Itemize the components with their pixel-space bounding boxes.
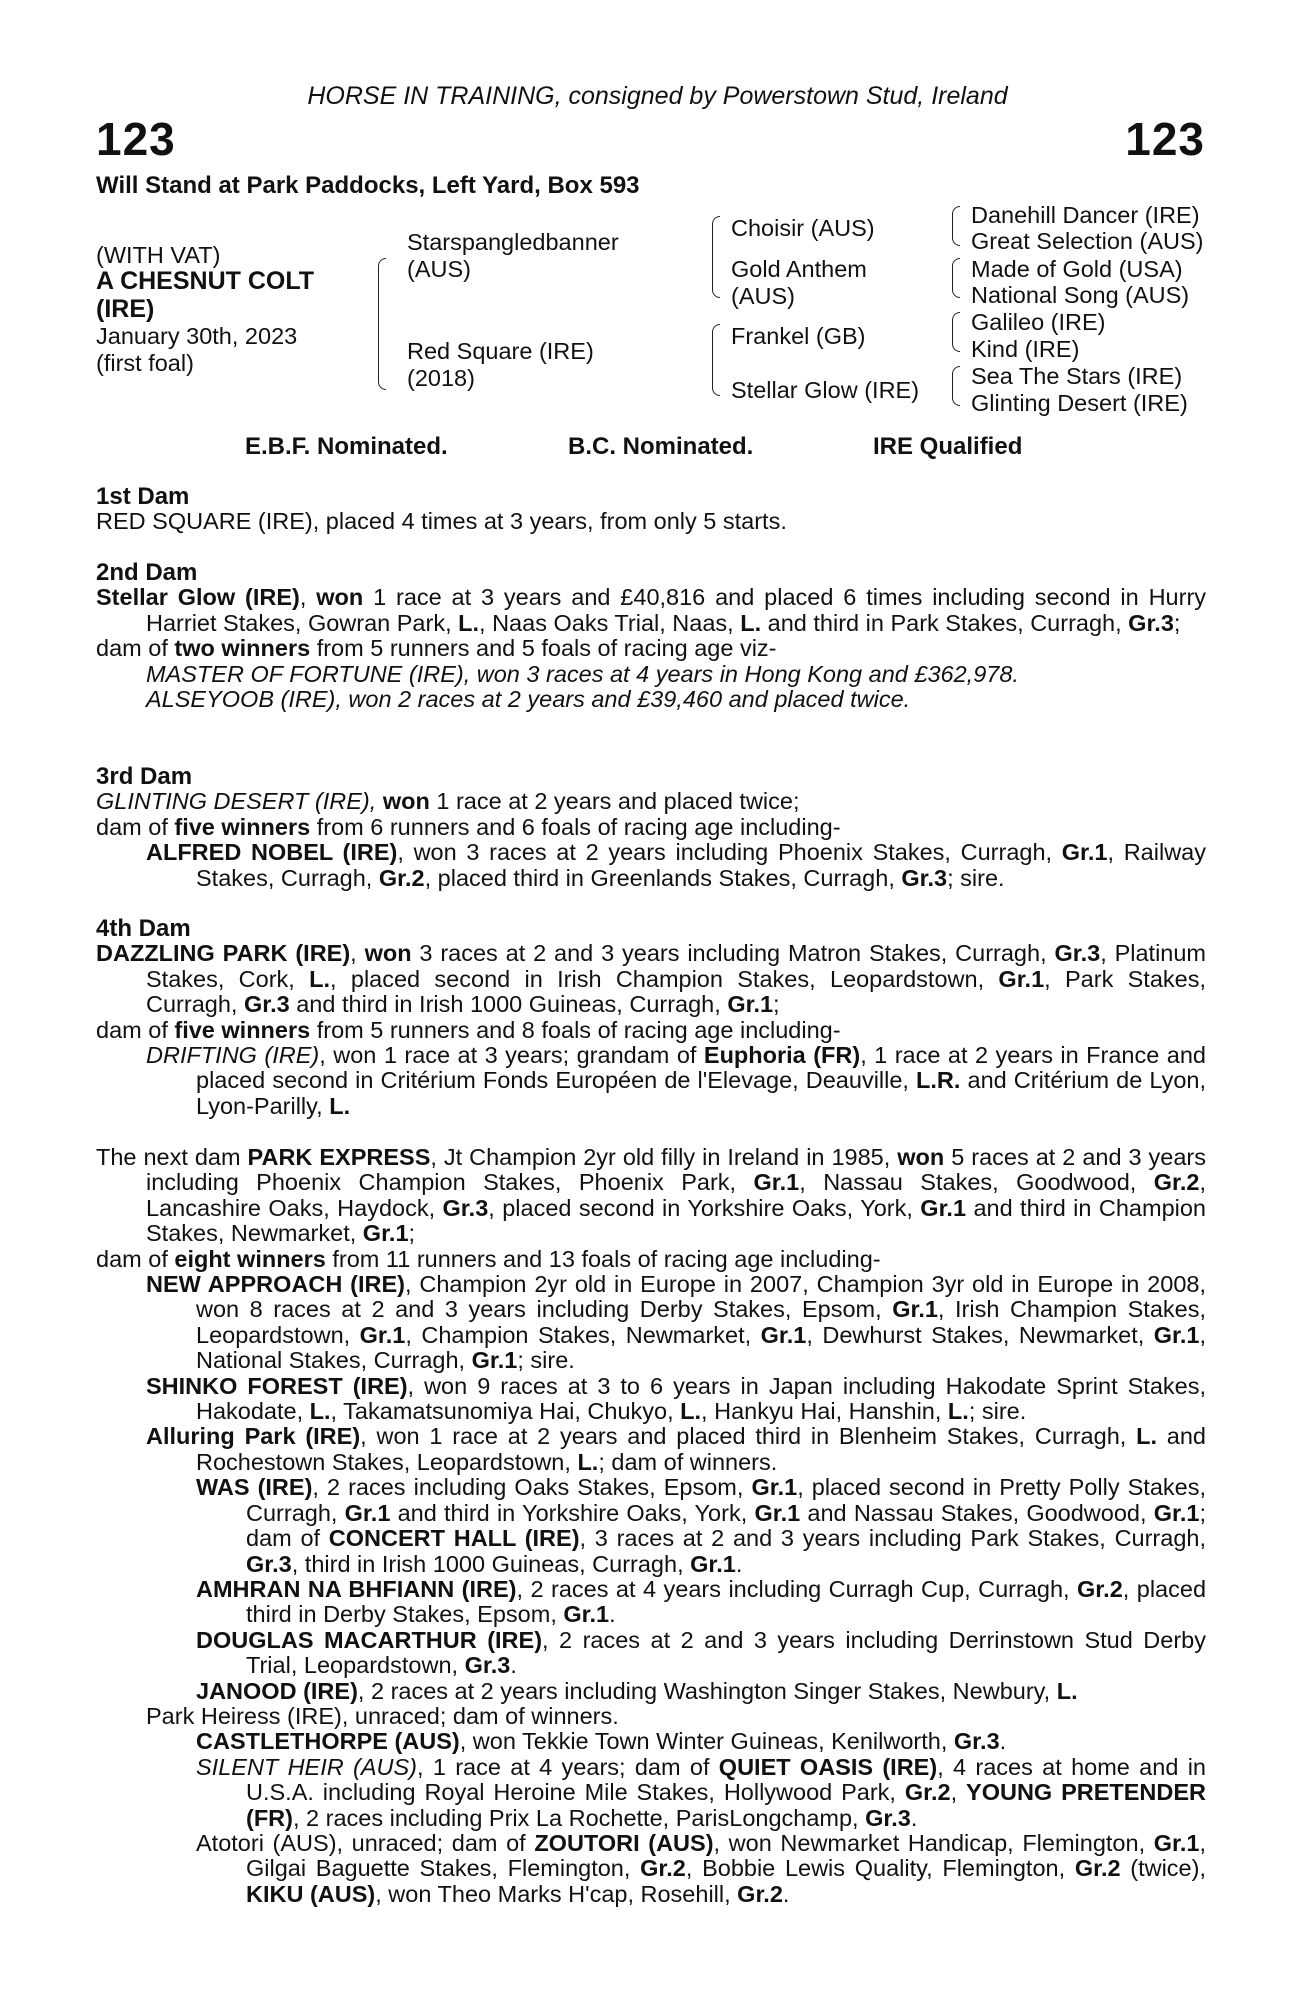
bc-nomination: B.C. Nominated.: [568, 433, 754, 460]
record-text: dam of: [96, 813, 175, 840]
stand-location: Will Stand at Park Paddocks, Left Yard, Box 593: [96, 172, 640, 199]
fourth-dam-record: DAZZLING PARK (IRE), won 3 races at 2 and 3 years including Matron Stakes, Curragh, Gr.3, Platinum Stakes, Cork, L., placed second in Irish Champion Stakes, Leopardstown, Gr.1, Park Stakes, Curragh, Gr.3 and third in Irish 1000 Guineas, Curragh, Gr.1;: [96, 940, 1206, 1018]
produce-item-alluring-park: [96, 1424, 1206, 1475]
record-text: .: [782, 1880, 790, 1907]
record-text: , 2 races including Prix La Rochette, ParisLongchamp,: [292, 1804, 866, 1831]
pedigree-ddd: Glinting Desert (IRE): [971, 390, 1188, 416]
produce-name: CONCERT HALL (IRE): [328, 1525, 580, 1552]
record-text: from 6 runners and 6 foals of racing age including-: [310, 813, 841, 840]
record-text: , Gilgai Baguette Stakes, Flemington,: [246, 1829, 1206, 1882]
second-dam-section: [96, 560, 1206, 712]
record-text: , won Newmarket Handicap, Flemington,: [713, 1829, 1154, 1856]
pedigree-sire-dam-country: (AUS): [731, 283, 795, 309]
record-text: , Takamatsunomiya Hai, Chukyo,: [330, 1398, 681, 1425]
grade-label: L.: [458, 609, 480, 636]
record-text: 1 race at 2 years and placed twice;: [429, 788, 800, 815]
record-text: and third in Park Stakes, Curragh,: [761, 609, 1129, 636]
record-text: , Platinum Stakes, Cork,: [146, 940, 1206, 992]
next-dam-record: [96, 1145, 1206, 1247]
record-text: .: [999, 1728, 1007, 1755]
record-text: , won 1 race at 3 years; grandam of: [319, 1042, 704, 1069]
record-text: , National Stakes, Curragh,: [196, 1321, 1207, 1374]
produce-name: SILENT HEIR (AUS): [196, 1753, 418, 1780]
pedigree-dss: Galileo (IRE): [971, 309, 1106, 335]
produce-item-amhran-na-bhfiann: [96, 1577, 1206, 1628]
record-text: , 1 race at 4 years; dam of: [417, 1753, 719, 1780]
third-dam-produce-summary: [96, 815, 1206, 840]
produce-name: QUIET OASIS (IRE): [718, 1753, 938, 1780]
lot-number-right: 123: [1125, 113, 1205, 165]
produce-item: [96, 840, 1206, 891]
produce-name: KIKU (AUS): [246, 1880, 376, 1907]
record-text: and third in Champion Stakes, Newmarket,: [146, 1194, 1206, 1247]
record-text: ,: [950, 1779, 967, 1806]
pedigree-ssd: Great Selection (AUS): [971, 228, 1204, 254]
pedigree-brace-4: [952, 366, 960, 406]
grade-label: Gr.3: [1128, 609, 1174, 636]
foaling-date: January 30th, 2023: [96, 323, 298, 349]
record-text: ; dam of winners.: [598, 1448, 778, 1475]
grade-label: Gr.1: [760, 1321, 807, 1348]
record-text: from 5 runners and 5 foals of racing age viz-: [310, 635, 777, 662]
produce-item-park-heiress: Park Heiress (IRE), unraced; dam of winners.: [146, 1702, 619, 1729]
grade-label: L.: [947, 1398, 969, 1425]
pedigree-brace-sire: [712, 216, 720, 298]
record-text: , won 9 races at 3 to 6 years in Japan including Hakodate Sprint Stakes, Hakodate,: [196, 1372, 1206, 1425]
pedigree-dsd: Kind (IRE): [971, 336, 1080, 362]
third-dam-record: [96, 789, 1206, 814]
grade-label: L.: [577, 1448, 599, 1475]
pedigree-sire: Starspangledbanner: [407, 229, 619, 255]
produce-name: NEW APPROACH (IRE): [146, 1271, 405, 1298]
won-label: won: [897, 1144, 945, 1170]
grade-label: Gr.3: [442, 1194, 489, 1221]
record-text: from 5 runners and 8 foals of racing age including-: [310, 1016, 841, 1043]
grade-label: Gr.2: [378, 864, 425, 891]
dam-name: PARK EXPRESS: [247, 1144, 431, 1170]
produce-name: ZOUTORI (AUS): [534, 1829, 714, 1856]
produce-name: WAS (IRE): [196, 1474, 313, 1501]
grade-label: Gr.2: [1074, 1855, 1121, 1882]
produce-item-was: [96, 1475, 1206, 1577]
record-text: , Lancashire Oaks, Haydock,: [146, 1169, 1206, 1221]
produce-name: AMHRAN NA BHFIANN (IRE): [196, 1575, 517, 1602]
record-text: , placed second in Yorkshire Oaks, York,: [488, 1194, 921, 1221]
record-text: , 3 races at 2 and 3 years including Park Stakes, Curragh,: [579, 1525, 1206, 1552]
produce-name: SHINKO FOREST (IRE): [146, 1372, 408, 1399]
produce-name: Alluring Park (IRE): [146, 1423, 361, 1450]
horse-name: A CHESNUT COLT: [96, 267, 315, 295]
grade-label: Gr.3: [865, 1804, 911, 1831]
produce-item-silent-heir: [96, 1755, 1206, 1831]
record-text: and Critérium de Lyon, Lyon-Parilly,: [196, 1067, 1206, 1119]
record-text: ;: [773, 991, 780, 1018]
grade-label: L.: [1136, 1423, 1157, 1450]
record-text: , Railway Stakes, Curragh,: [196, 839, 1206, 891]
first-dam-text: RED SQUARE (IRE), placed 4 times at 3 years, from only 5 starts.: [96, 508, 787, 535]
record-text: (twice),: [1120, 1855, 1206, 1882]
produce-item: [96, 1043, 1206, 1119]
record-text: dam of: [96, 635, 175, 662]
grade-label: Gr.3: [1054, 940, 1101, 967]
produce-item-new-approach: [96, 1272, 1206, 1374]
grade-label: Gr.2: [904, 1779, 951, 1806]
record-text: , 2 races at 2 and 3 years including Derrinstown Stud Derby Trial, Leopardstown,: [246, 1626, 1206, 1679]
grade-label: Gr.1: [471, 1347, 518, 1374]
pedigree-brace-2: [952, 258, 960, 298]
grade-label: Gr.1: [563, 1601, 610, 1628]
grade-label: Gr.1: [690, 1550, 736, 1577]
record-text: , Hankyu Hai, Hanshin,: [701, 1398, 948, 1425]
pedigree-sdd: National Song (AUS): [971, 282, 1190, 308]
record-text: ; sire.: [517, 1347, 575, 1374]
record-text: ; sire.: [968, 1398, 1027, 1425]
record-text: ;: [408, 1220, 416, 1247]
grade-label: Gr.3: [464, 1652, 511, 1679]
produce-item-douglas-macarthur: [96, 1628, 1206, 1679]
record-text: .: [510, 1652, 517, 1679]
grade-label: Gr.3: [901, 864, 948, 891]
pedigree-sss: Danehill Dancer (IRE): [971, 202, 1200, 228]
grade-label: Gr.2: [640, 1855, 686, 1882]
record-text: 3 races at 2 and 3 years including Matron Stakes, Curragh,: [411, 940, 1055, 967]
record-text: , Champion 2yr old in Europe in 2007, Champion 3yr old in Europe in 2008, won 8 races at 2 and 3 years including Derby Stakes, Epsom,: [196, 1271, 1206, 1323]
record-text: 5 races at 2 and 3 years including Phoenix Champion Stakes, Phoenix Park,: [146, 1144, 1207, 1196]
produce-item-castlethorpe: [96, 1729, 1206, 1754]
consignment-line: HORSE IN TRAINING, consigned by Powerstown Stud, Ireland: [307, 82, 1008, 110]
produce-name: DOUGLAS MACARTHUR (IRE): [196, 1626, 543, 1653]
produce-name: CASTLETHORPE (AUS): [196, 1728, 460, 1755]
grade-label: L.: [329, 1092, 351, 1119]
produce-name: Euphoria (FR): [703, 1042, 861, 1069]
record-text: and third in Yorkshire Oaks, York,: [390, 1499, 755, 1526]
pedigree-brace-dam: [712, 324, 720, 396]
pedigree-brace-main: [378, 258, 386, 390]
foal-note: (first foal): [96, 350, 194, 376]
produce-item-shinko-forest: [96, 1374, 1206, 1425]
record-text: from 11 runners and 13 foals of racing age including-: [325, 1245, 881, 1272]
pedigree-sire-sire: Choisir (AUS): [731, 215, 875, 241]
record-text: , won Tekkie Town Winter Guineas, Kenilworth,: [459, 1728, 954, 1755]
record-text: , 2 races at 4 years including Curragh Cup, Curragh,: [516, 1575, 1078, 1602]
grade-label: Gr.3: [246, 1550, 292, 1577]
record-text: , 2 races at 2 years including Washington Singer Stakes, Newbury,: [357, 1677, 1057, 1704]
record-text: , third in Irish 1000 Guineas, Curragh,: [291, 1550, 691, 1577]
horse-name-suffix: (IRE): [96, 295, 155, 323]
grade-label: Gr.2: [737, 1880, 783, 1907]
produce-item-janood: [96, 1679, 1206, 1704]
winners-count: five winners: [174, 1016, 311, 1043]
record-text: , placed third in Greenlands Stakes, Curragh,: [424, 864, 902, 891]
produce-name: JANOOD (IRE): [196, 1677, 358, 1704]
grade-label: Gr.1: [1153, 1321, 1200, 1348]
record-text: .: [735, 1550, 743, 1577]
record-text: , Jt Champion 2yr old filly in Ireland in 1985,: [430, 1144, 898, 1170]
grade-label: Gr.1: [1061, 839, 1108, 866]
won-label: won: [364, 940, 412, 967]
grade-label: Gr.1: [344, 1499, 391, 1526]
record-text: , Champion Stakes, Newmarket,: [405, 1321, 761, 1348]
record-text: 1 race at 3 years and £40,816 and placed 6 times including second in Hurry Harriet Stakes, Gowran Park,: [146, 584, 1207, 636]
dam-name: DAZZLING PARK (IRE): [96, 940, 351, 967]
record-text: , Dewhurst Stakes, Newmarket,: [806, 1321, 1154, 1348]
grade-label: Gr.1: [751, 1474, 798, 1501]
won-label: won: [382, 788, 430, 815]
produce-item-atotori: [96, 1831, 1206, 1907]
grade-label: L.: [680, 1398, 702, 1425]
grade-label: L.: [309, 1398, 331, 1425]
produce-name: YOUNG PRETENDER (FR): [246, 1779, 1207, 1831]
grade-label: Gr.2: [1077, 1575, 1123, 1602]
record-text: .: [910, 1804, 918, 1831]
grade-label: Gr.1: [362, 1220, 409, 1247]
record-text: , 2 races including Oaks Stakes, Epsom,: [312, 1474, 752, 1501]
fourth-dam-section: [96, 916, 1206, 1119]
grade-label: Gr.1: [998, 965, 1045, 992]
grade-label: L.: [309, 965, 331, 992]
pedigree-dam: Red Square (IRE): [407, 338, 594, 364]
fourth-dam-produce-summary: [96, 1018, 1206, 1043]
dam-name: GLINTING DESERT (IRE),: [96, 788, 383, 815]
winners-count: eight winners: [174, 1245, 326, 1272]
first-dam-heading: 1st Dam: [96, 483, 190, 510]
pedigree-dds: Sea The Stars (IRE): [971, 363, 1183, 389]
produce-name: DRIFTING (IRE): [146, 1042, 320, 1069]
vat-note: (WITH VAT): [96, 242, 221, 268]
record-text: , Nassau Stakes, Goodwood,: [799, 1169, 1154, 1196]
grade-label: L.: [740, 609, 762, 636]
record-text: dam of: [96, 1016, 175, 1043]
record-text: The next dam: [96, 1144, 248, 1170]
grade-label: Gr.1: [359, 1321, 406, 1348]
pedigree-sds: Made of Gold (USA): [971, 256, 1183, 282]
record-text: , placed second in Irish Champion Stakes, Leopardstown,: [330, 965, 999, 992]
grade-label: Gr.2: [1153, 1169, 1200, 1196]
lot-number-left: 123: [96, 113, 176, 165]
winners-count: five winners: [174, 813, 311, 840]
grade-label: L.R.: [916, 1067, 961, 1094]
record-text: , won Theo Marks H'cap, Rosehill,: [375, 1880, 738, 1907]
record-text: .: [609, 1601, 616, 1628]
grade-label: L.: [1056, 1677, 1078, 1704]
record-text: and Rochestown Stakes, Leopardstown,: [196, 1423, 1206, 1475]
pedigree-sire-country: (AUS): [407, 256, 471, 282]
grade-label: Gr.1: [727, 991, 774, 1018]
dam-name: Stellar Glow (IRE): [96, 584, 300, 611]
pedigree-dam-sire: Frankel (GB): [731, 323, 866, 349]
record-text: and third in Irish 1000 Guineas, Curragh,: [289, 991, 728, 1018]
record-text: , Bobbie Lewis Quality, Flemington,: [685, 1855, 1075, 1882]
grade-label: Gr.3: [243, 991, 290, 1018]
record-text: Atotori (AUS), unraced; dam of: [196, 1829, 535, 1856]
record-text: ; dam of: [246, 1499, 1206, 1552]
pedigree-brace-1: [952, 206, 960, 246]
record-text: , won 1 race at 2 years and placed third in Blenheim Stakes, Curragh,: [360, 1423, 1137, 1450]
produce-name: ALFRED NOBEL (IRE): [146, 839, 398, 866]
record-text: , Naas Oaks Trial, Naas,: [479, 609, 741, 636]
second-dam-produce-summary: [96, 636, 1206, 661]
grade-label: Gr.1: [892, 1296, 938, 1323]
won-label: won: [316, 584, 364, 611]
record-text: , placed third in Derby Stakes, Epsom,: [246, 1575, 1207, 1628]
second-dam-heading: 2nd Dam: [96, 559, 198, 586]
produce-item: ALSEYOOB (IRE), won 2 races at 2 years and £39,460 and placed twice.: [146, 686, 911, 713]
third-dam-heading: 3rd Dam: [96, 763, 193, 790]
ebf-nomination: E.B.F. Nominated.: [245, 433, 448, 460]
winners-count: two winners: [174, 635, 311, 662]
next-dam-section: [96, 1145, 1206, 1907]
fourth-dam-heading: 4th Dam: [96, 915, 191, 942]
record-text: , placed second in Pretty Polly Stakes, Curragh,: [246, 1474, 1206, 1526]
produce-item: MASTER OF FORTUNE (IRE), won 3 races at 4 years in Hong Kong and £362,978.: [146, 660, 1019, 687]
record-text: , won 3 races at 2 years including Phoenix Stakes, Curragh,: [397, 839, 1062, 866]
pedigree-brace-3: [952, 312, 960, 352]
grade-label: Gr.1: [920, 1194, 967, 1221]
record-text: , 4 races at home and in U.S.A. including Royal Heroine Mile Stakes, Hollywood Park,: [246, 1753, 1206, 1806]
record-text: and Nassau Stakes, Goodwood,: [800, 1499, 1154, 1526]
next-dam-produce-summary: [96, 1247, 1206, 1272]
grade-label: Gr.1: [754, 1499, 801, 1526]
first-dam-section: [96, 484, 1206, 535]
grade-label: Gr.1: [1153, 1499, 1200, 1526]
pedigree-sire-dam: Gold Anthem: [731, 256, 867, 282]
record-text: , Park Stakes, Curragh,: [146, 965, 1206, 1018]
ire-qualified: IRE Qualified: [873, 433, 1023, 460]
pedigree-dam-year: (2018): [407, 365, 475, 391]
record-text: dam of: [96, 1245, 175, 1272]
grade-label: Gr.3: [953, 1728, 1000, 1755]
second-dam-record: Stellar Glow (IRE), won 1 race at 3 years and £40,816 and placed 6 times including second in Hurry Harriet Stakes, Gowran Park, L., Naas Oaks Trial, Naas, L. and third in Park Stakes, Curragh, Gr.3;: [96, 584, 1207, 636]
record-text: ; sire.: [947, 864, 1005, 891]
third-dam-section: [96, 764, 1206, 891]
record-text: , 1 race at 2 years in France and placed second in Critérium Fonds Européen de l'Elevage, Deauville,: [196, 1042, 1206, 1094]
record-text: ;: [1173, 609, 1181, 636]
record-text: , Irish Champion Stakes, Leopardstown,: [196, 1296, 1206, 1348]
pedigree-dam-dam: Stellar Glow (IRE): [731, 377, 920, 403]
grade-label: Gr.1: [1153, 1829, 1200, 1856]
grade-label: Gr.1: [753, 1169, 800, 1196]
